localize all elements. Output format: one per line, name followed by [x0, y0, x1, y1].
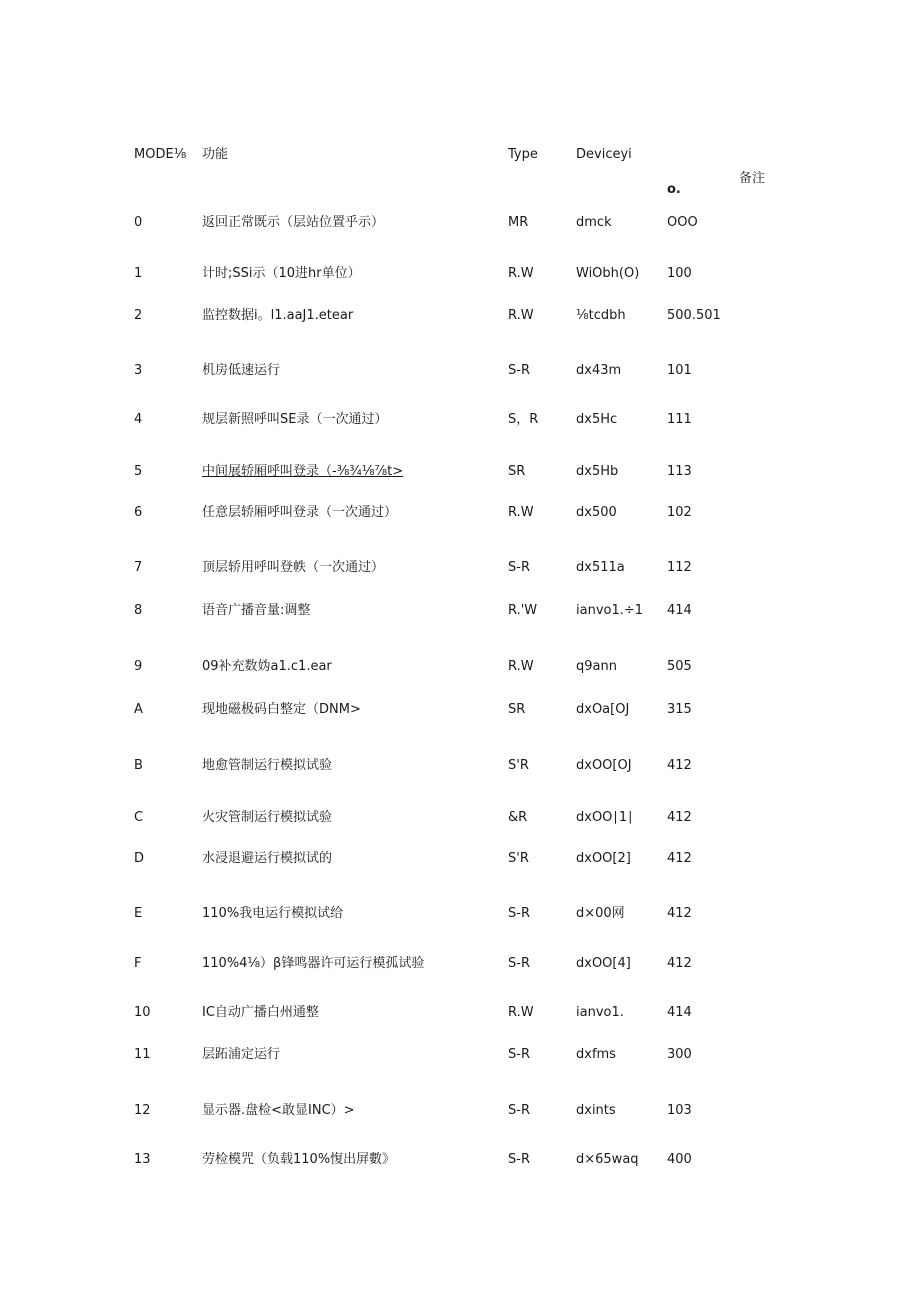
row-type: S-R [508, 906, 530, 921]
row-device: dx5Hb [576, 464, 619, 479]
row-no: 412 [667, 810, 692, 825]
row-no: 100 [667, 266, 692, 281]
row-no: 400 [667, 1152, 692, 1167]
table-row [0, 215, 920, 231]
row-mode: 11 [134, 1047, 151, 1062]
row-type: S-R [508, 1152, 530, 1167]
row-type: S'R [508, 851, 529, 866]
row-type: SR [508, 464, 526, 479]
row-device: dx500 [576, 505, 617, 520]
row-device: ianvo1.÷1 [576, 603, 644, 618]
table-row [0, 266, 920, 282]
row-type: &R [508, 810, 528, 825]
row-function: 地愈管制运行模拟试验 [202, 758, 333, 773]
row-no: 412 [667, 956, 692, 971]
row-mode: F [134, 956, 142, 971]
row-mode: 3 [134, 363, 143, 378]
row-function: 层跖浦定运行 [202, 1047, 281, 1062]
row-function: 规层新照呼叫SE录（一次通过） [202, 412, 388, 427]
row-mode: 1 [134, 266, 143, 281]
row-device: dx5Hc [576, 412, 618, 427]
row-type: SR [508, 702, 526, 717]
row-type: S-R [508, 363, 530, 378]
row-type: R.W [508, 266, 534, 281]
row-no: 505 [667, 659, 692, 674]
row-mode: 5 [134, 464, 143, 479]
row-no: 412 [667, 758, 692, 773]
row-type: S-R [508, 956, 530, 971]
table-row [0, 412, 920, 428]
row-device: dxfms [576, 1047, 616, 1062]
table-row [0, 560, 920, 576]
header-device: Deviceyi [576, 147, 632, 162]
row-type: S-R [508, 1047, 530, 1062]
table-row [0, 603, 920, 619]
row-device: ianvo1. [576, 1005, 624, 1020]
row-no: 315 [667, 702, 692, 717]
row-mode: 2 [134, 308, 143, 323]
row-device: dxints [576, 1103, 616, 1118]
row-type: MR [508, 215, 529, 230]
row-no: 102 [667, 505, 692, 520]
row-no: 101 [667, 363, 692, 378]
row-type: S-R [508, 1103, 530, 1118]
row-function: 机房低速运行 [202, 363, 281, 378]
row-mode: 12 [134, 1103, 151, 1118]
row-mode: 6 [134, 505, 143, 520]
table-row [0, 659, 920, 675]
table-row [0, 505, 920, 521]
row-mode: 13 [134, 1152, 151, 1167]
table-row [0, 851, 920, 867]
row-device: d×00网 [576, 906, 625, 921]
row-function: 任意层轿厢呼叫登录（一次通过） [202, 505, 398, 520]
row-no: 414 [667, 603, 692, 618]
row-mode: A [134, 702, 143, 717]
row-no: 412 [667, 906, 692, 921]
table-row [0, 308, 920, 324]
row-device: dx43m [576, 363, 622, 378]
row-mode: D [134, 851, 145, 866]
row-mode: 7 [134, 560, 143, 575]
row-type: R.W [508, 505, 534, 520]
row-function: 语音广播音量:调整 [202, 603, 311, 618]
row-mode: 0 [134, 215, 143, 230]
row-function: IC自动广播白州通整 [202, 1005, 319, 1020]
table-row [0, 1047, 920, 1063]
header-remark: 备注 [739, 171, 766, 186]
table-row [0, 702, 920, 718]
row-type: S-R [508, 560, 530, 575]
row-no: 500.501 [667, 308, 721, 323]
row-no: 111 [667, 412, 692, 427]
row-no: 300 [667, 1047, 692, 1062]
row-function: 计时;SSi示（10进hr单位） [202, 266, 361, 281]
row-device: d×65waq [576, 1152, 639, 1167]
row-type: S'R [508, 758, 529, 773]
row-type: S，R [508, 412, 539, 427]
row-device: dxOO[OJ [576, 758, 632, 773]
row-function: 监控数据i。l1.aaJ1.etear [202, 308, 354, 323]
table-row [0, 1005, 920, 1021]
row-device: dxOO[4] [576, 956, 631, 971]
row-device: dxOO∣1∣ [576, 810, 634, 825]
row-function: 09补充数妫a1.c1.ear [202, 659, 332, 674]
row-no: 414 [667, 1005, 692, 1020]
table-row [0, 464, 920, 480]
row-type: R.'W [508, 603, 538, 618]
row-mode: E [134, 906, 143, 921]
row-function: 顶层轿用呼叫登帙（一次通过） [202, 560, 385, 575]
table-row [0, 758, 920, 774]
row-no: 112 [667, 560, 692, 575]
table-row [0, 363, 920, 379]
header-no: o. [667, 182, 681, 197]
row-function: 现地磁极码白整定（DNM> [202, 702, 361, 717]
row-device: dx511a [576, 560, 625, 575]
row-function: 110%我电运行模拟试给 [202, 906, 344, 921]
table-row [0, 1103, 920, 1119]
row-device: q9ann [576, 659, 617, 674]
row-device: WiObh(O) [576, 266, 640, 281]
header-mode: MODE⅛ [134, 147, 187, 162]
row-mode: B [134, 758, 143, 773]
row-type: R.W [508, 659, 534, 674]
table-row [0, 1152, 920, 1168]
row-function: 劳检模咒（负载110%愎出屏數》 [202, 1152, 396, 1167]
row-mode: 4 [134, 412, 143, 427]
row-no: OOO [667, 215, 698, 230]
table-row [0, 906, 920, 922]
row-no: 103 [667, 1103, 692, 1118]
row-function: 水浸退避运行模拟试的 [202, 851, 333, 866]
table-row [0, 810, 920, 826]
row-no: 412 [667, 851, 692, 866]
row-device: dmck [576, 215, 612, 230]
row-function: 返回正常既示（层站位置乎示） [202, 215, 385, 230]
row-no: 113 [667, 464, 692, 479]
row-mode: 8 [134, 603, 143, 618]
header-type: Type [508, 147, 538, 162]
row-type: R.W [508, 308, 534, 323]
row-function: 110%4⅛）β锋鸣器许可运行模孤试验 [202, 956, 425, 971]
row-mode: C [134, 810, 144, 825]
row-function: 中间展轿厢呼叫登录（-⅜¾⅛⅞t> [202, 464, 404, 479]
row-mode: 10 [134, 1005, 151, 1020]
header-function: 功能 [202, 147, 229, 162]
table-row [0, 956, 920, 972]
row-device: dxOa[OJ [576, 702, 630, 717]
row-function: 显示器.盘检<敢显INC）> [202, 1103, 355, 1118]
row-mode: 9 [134, 659, 143, 674]
row-device: ⅛tcdbh [576, 308, 626, 323]
row-function: 火灾管制运行模拟试验 [202, 810, 333, 825]
row-device: dxOO[2] [576, 851, 631, 866]
row-type: R.W [508, 1005, 534, 1020]
